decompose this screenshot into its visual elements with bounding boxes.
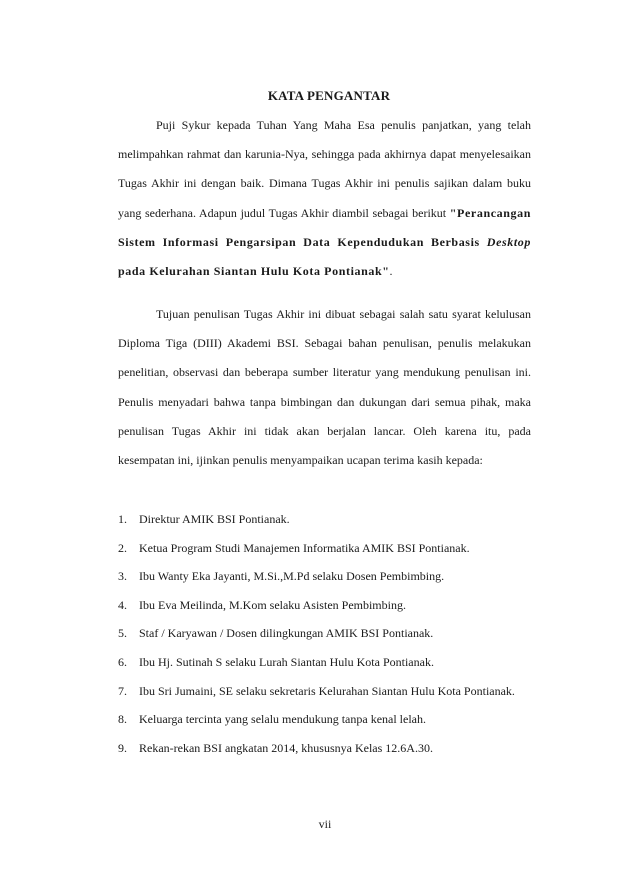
paragraph-purpose: Tujuan penulisan Tugas Akhir ini dibuat sebagai salah satu syarat kelulusan Diploma Tiga (DIII) Akademi BSI. Sebagai bahan penulisan, penulis melakukan penelitian, observasi dan beberapa sumber literatur yang mendukung penulisan ini. Penulis menyadari bahwa tanpa bimbingan dan dukungan dari semua pihak, maka penulisan Tugas Akhir ini tidak akan berjalan lancar. Oleh karena itu, pada kesempatan ini, ijinkan penulis menyampaikan ucapan terima kasih kepada:: [118, 307, 531, 468]
list-item-number: 2.: [118, 540, 127, 555]
list-item-text: Direktur AMIK BSI Pontianak.: [139, 512, 290, 526]
thesis-title-italic: Desktop: [486, 234, 531, 249]
list-item: [118, 505, 531, 534]
list-item-number: 8.: [118, 712, 127, 727]
list-item-text: Staf / Karyawan / Dosen dilingkungan AMIK BSI Pontianak.: [139, 626, 434, 641]
list-item-number: 1.: [118, 512, 127, 526]
list-item-text: Ketua Program Studi Manajemen Informatika AMIK BSI Pontianak.: [139, 540, 470, 555]
list-item-text: Keluarga tercinta yang selalu mendukung tanpa kenal lelah.: [139, 712, 427, 727]
list-item-text: Ibu Eva Meilinda, M.Kom selaku Asisten Pembimbing.: [139, 597, 406, 612]
list-item-text: Ibu Sri Jumaini, SE selaku sekretaris Kelurahan Siantan Hulu Kota Pontianak.: [139, 683, 515, 698]
paragraph-intro-end: .: [389, 264, 393, 279]
list-item-number: 5.: [118, 626, 127, 641]
list-item-number: 3.: [118, 569, 127, 584]
page-number: vii: [318, 817, 332, 831]
list-item: [118, 562, 531, 591]
list-item-text: Rekan-rekan BSI angkatan 2014, khususnya Kelas 12.6A.30.: [139, 740, 433, 755]
list-item: [118, 734, 531, 763]
list-item: [118, 534, 531, 563]
list-item-number: 4.: [118, 597, 127, 612]
paragraph-intro-text: Puji Sykur kepada Tuhan Yang Maha Esa penulis panjatkan, yang telah melimpahkan rahmat dan karunia-Nya, sehingga pada akhirnya dapat menyelesaikan Tugas Akhir ini dengan baik. Dimana Tugas Akhir ini penulis sajikan dalam buku yang sederhana. Adapun judul Tugas Akhir diambil sebagai berikut: [118, 118, 531, 220]
list-item-number: 7.: [118, 683, 127, 698]
list-item: [118, 648, 531, 677]
page-title: KATA PENGANTAR: [267, 88, 391, 103]
thesis-title-part1: "Perancangan Sistem Informasi Pengarsipan Data Kependudukan Berbasis: [118, 205, 531, 249]
list-item: [118, 677, 531, 706]
list-item-number: 6.: [118, 654, 127, 669]
list-item: [118, 705, 531, 734]
thesis-title-part2: pada Kelurahan Siantan Hulu Kota Pontianak": [118, 264, 390, 279]
list-item-text: Ibu Wanty Eka Jayanti, M.Si.,M.Pd selaku Dosen Pembimbing.: [139, 569, 445, 584]
list-item: [118, 591, 531, 620]
paragraph-intro: [118, 111, 531, 286]
list-item-text: Ibu Hj. Sutinah S selaku Lurah Siantan Hulu Kota Pontianak.: [139, 654, 434, 669]
acknowledgement-list: [118, 505, 531, 762]
list-item: [118, 619, 531, 648]
list-item-number: 9.: [118, 740, 127, 755]
